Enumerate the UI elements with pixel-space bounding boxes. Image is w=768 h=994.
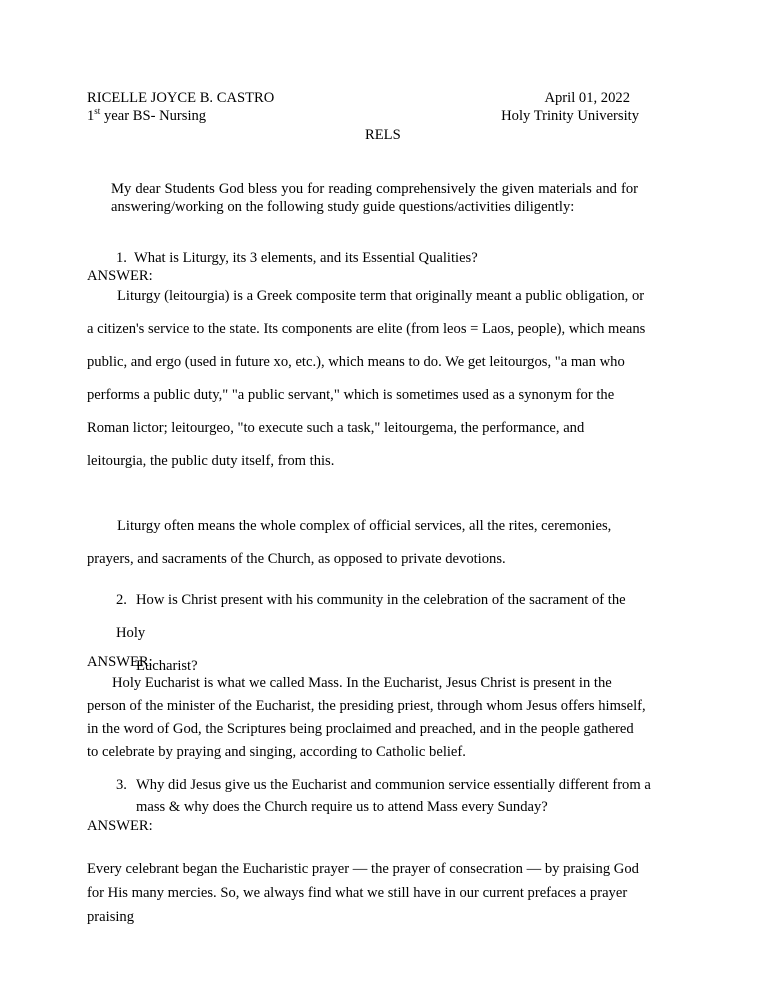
question-2-number: 2.: [116, 592, 127, 608]
answer-1-label: ANSWER:: [87, 268, 153, 284]
answer-2-paragraph-1: Holy Eucharist is what we called Mass. In the Eucharist, Jesus Christ is present in the person of the minister of the Eucharist, the presiding priest, through whom Jesus offers himself, in the word of God, the Scriptures being proclaimed and preached, and in the people gathered to celebrate by praying and singing, according to Catholic belief.: [87, 675, 646, 760]
question-1-text: What is Liturgy, its 3 elements, and its Essential Qualities?: [134, 250, 478, 266]
year-level-number: 1: [87, 108, 95, 124]
answer-3-label: ANSWER:: [87, 818, 153, 834]
question-2-text-line-1: How is Christ present with his community in the celebration of the sacrament of the Holy: [116, 592, 626, 641]
question-2-text-line-2: Eucharist?: [136, 658, 198, 674]
answer-3-paragraph-1: Every celebrant began the Eucharistic prayer — the prayer of consecration — by praising God for His many mercies. So, we always find what we still have in our current prefaces a prayer praising: [87, 861, 639, 925]
school-name: Holy Trinity University: [501, 108, 639, 124]
document-date: April 01, 2022: [544, 90, 630, 106]
course-name: year BS- Nursing: [100, 108, 207, 124]
intro-paragraph: My dear Students God bless you for reading comprehensively the given materials and for answering/working on the following study guide questions/activities diligently:: [111, 181, 638, 215]
question-3: [116, 774, 656, 818]
year-course: [87, 108, 206, 125]
question-1-number: 1.: [116, 250, 127, 266]
question-3-number: 3.: [116, 777, 127, 793]
answer-1-paragraph-2: Liturgy often means the whole complex of official services, all the rites, ceremonies, prayers, and sacraments of the Church, as opposed to private devotions.: [87, 518, 612, 567]
question-1: [116, 250, 478, 267]
year-level-suffix: st: [94, 106, 101, 117]
answer-1-paragraph-1: Liturgy (leitourgia) is a Greek composite term that originally meant a public obligation, or a citizen's service to the state. Its components are elite (from leos = Laos, people), which means public, and ergo (used in future xo, etc.), which means to do. We get leitourgos, "a man who performs a public duty," "a public servant," which is sometimes used as a synonym for the Roman lictor; leitourgeo, "to execute such a task," leitourgema, the performance, and leitourgia, the public duty itself, from this.: [87, 288, 646, 469]
question-2: [116, 584, 656, 683]
subject-title: RELS: [365, 127, 401, 143]
question-3-text-line-2: mass & why does the Church require us to attend Mass every Sunday?: [136, 799, 548, 815]
question-3-text-line-1: Why did Jesus give us the Eucharist and communion service essentially different from a: [136, 777, 651, 793]
student-name: RICELLE JOYCE B. CASTRO: [87, 90, 275, 106]
answer-2-label: ANSWER:: [87, 654, 153, 670]
